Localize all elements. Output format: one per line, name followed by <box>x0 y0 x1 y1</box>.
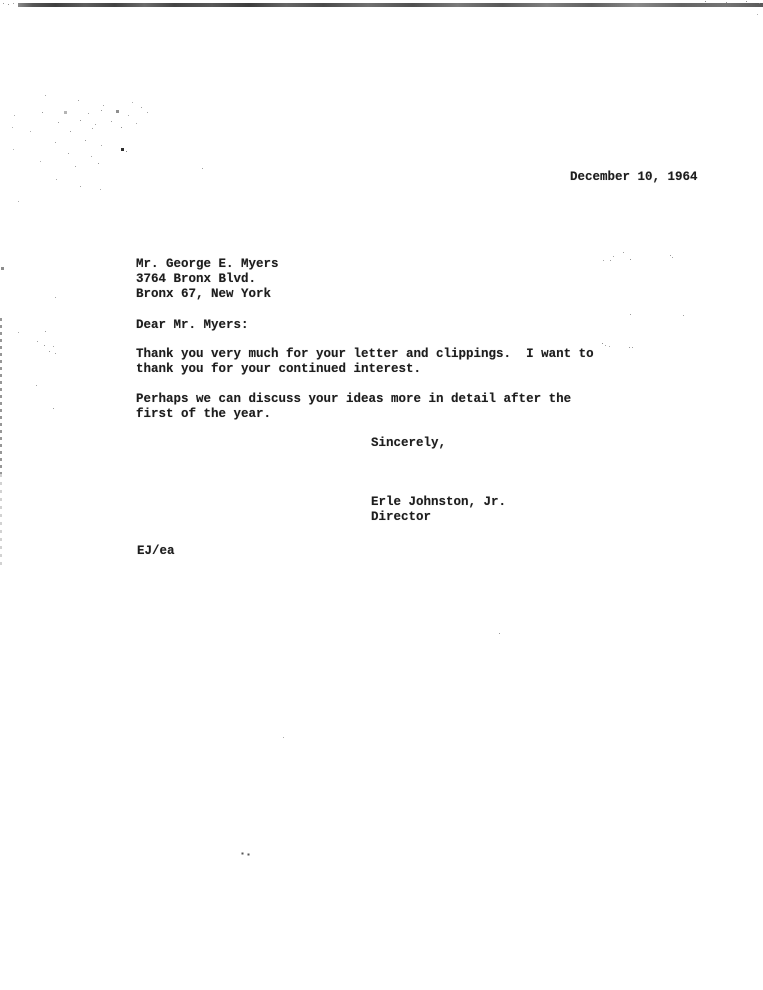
scan-noise-speckles <box>0 0 1 1</box>
recipient-address <box>136 257 279 302</box>
body-paragraph-2 <box>136 392 571 422</box>
paragraph-2-line-2: first of the year. <box>136 407 272 421</box>
signer-name: Erle Johnston, Jr. <box>371 495 507 509</box>
scan-artifact-top-bar <box>18 3 763 7</box>
scan-artifact-left-edge-lower <box>0 474 2 570</box>
letter-date: December 10, 1964 <box>570 170 698 184</box>
typist-initials: EJ/ea <box>137 544 175 558</box>
paragraph-1-line-2: thank you for your continued interest. <box>136 362 422 376</box>
salutation: Dear Mr. Myers: <box>136 318 249 332</box>
paragraph-1-line-1: Thank you very much for your letter and clippings. I want to <box>136 347 594 361</box>
signature-block <box>371 495 506 525</box>
scan-artifact-left-edge-upper <box>0 318 2 474</box>
body-paragraph-1 <box>136 347 594 377</box>
paragraph-2-line-1: Perhaps we can discuss your ideas more in detail after the <box>136 392 572 406</box>
recipient-name: Mr. George E. Myers <box>136 257 279 271</box>
closing: Sincerely, <box>371 436 447 450</box>
signer-title: Director <box>371 510 432 524</box>
recipient-city: Bronx 67, New York <box>136 287 272 301</box>
recipient-street: 3764 Bronx Blvd. <box>136 272 257 286</box>
